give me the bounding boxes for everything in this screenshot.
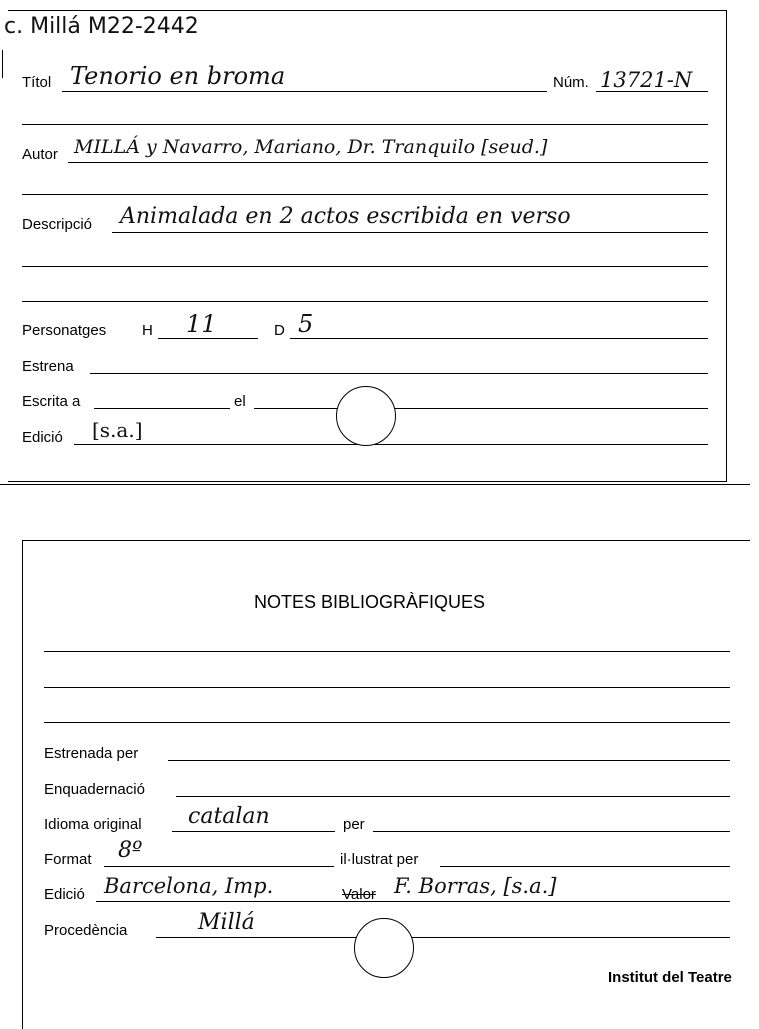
notes-line <box>44 687 730 688</box>
idioma-value: catalan <box>188 804 270 829</box>
titol-label: Títol <box>22 74 52 91</box>
estrenada-label: Estrenada per <box>44 745 139 762</box>
format-line <box>104 866 334 867</box>
escrita-label: Escrita a <box>22 393 81 410</box>
edicio2-line <box>96 901 730 902</box>
edicio-line <box>74 444 708 445</box>
procedencia-label: Procedència <box>44 922 128 939</box>
titol-value: Tenorio en broma <box>70 62 286 90</box>
notes-line <box>44 722 730 723</box>
autor-value: MILLÁ y Navarro, Mariano, Dr. Tranquilo [seud.] <box>74 136 548 158</box>
d-value: 5 <box>298 310 314 338</box>
d-line <box>290 338 708 339</box>
h-value: 11 <box>186 310 217 338</box>
estrena-line <box>90 373 708 374</box>
num-value: 13721-N <box>600 68 693 92</box>
personatges-label: Personatges <box>22 322 107 339</box>
illustrat-line <box>440 866 730 867</box>
idioma-line <box>172 831 335 832</box>
card-edge-mark <box>2 50 3 78</box>
enquadernacio-line <box>176 796 730 797</box>
descripcio-line <box>112 232 708 233</box>
illustrat-label: il·lustrat per <box>340 851 419 868</box>
edicio2-label: Edició <box>44 886 85 903</box>
edicio2-value-a: Barcelona, Imp. <box>104 874 274 898</box>
procedencia-value: Millá <box>198 910 255 935</box>
blank-line <box>22 301 708 302</box>
edicio-value: [s.a.] <box>92 418 143 442</box>
edicio2-struck: Valor <box>342 886 376 903</box>
el-label: el <box>234 393 246 410</box>
notes-line <box>44 651 730 652</box>
idioma-label: Idioma original <box>44 816 142 833</box>
per-label: per <box>343 816 365 833</box>
escrita-line <box>94 408 230 409</box>
notes-heading: NOTES BIBLIOGRÀFIQUES <box>254 592 486 612</box>
enquadernacio-label: Enquadernació <box>44 781 145 798</box>
d-label: D <box>274 322 285 339</box>
titol-line <box>62 91 547 92</box>
card-divider <box>0 484 750 485</box>
format-label: Format <box>44 851 92 868</box>
punch-hole <box>336 386 396 446</box>
institution-footer: Institut del Teatre <box>608 969 732 986</box>
edicio-label: Edició <box>22 429 63 446</box>
descripcio-value: Animalada en 2 actos escribida en verso <box>120 204 571 229</box>
punch-hole <box>354 918 414 978</box>
h-line <box>158 338 258 339</box>
blank-line <box>22 266 708 267</box>
catalog-signature: c. Millá M22-2442 <box>4 14 199 39</box>
h-label: H <box>142 322 153 339</box>
format-value: 8º <box>118 838 143 863</box>
per-line <box>373 831 730 832</box>
num-label: Núm. <box>553 74 589 91</box>
procedencia-line <box>156 937 730 938</box>
autor-label: Autor <box>22 146 58 163</box>
edicio2-value-b: F. Borras, [s.a.] <box>394 874 557 898</box>
autor-line <box>68 162 708 163</box>
estrena-label: Estrena <box>22 358 74 375</box>
descripcio-label: Descripció <box>22 216 93 233</box>
blank-line <box>22 194 708 195</box>
estrenada-line <box>168 760 730 761</box>
el-line <box>254 408 708 409</box>
blank-line <box>22 124 708 125</box>
